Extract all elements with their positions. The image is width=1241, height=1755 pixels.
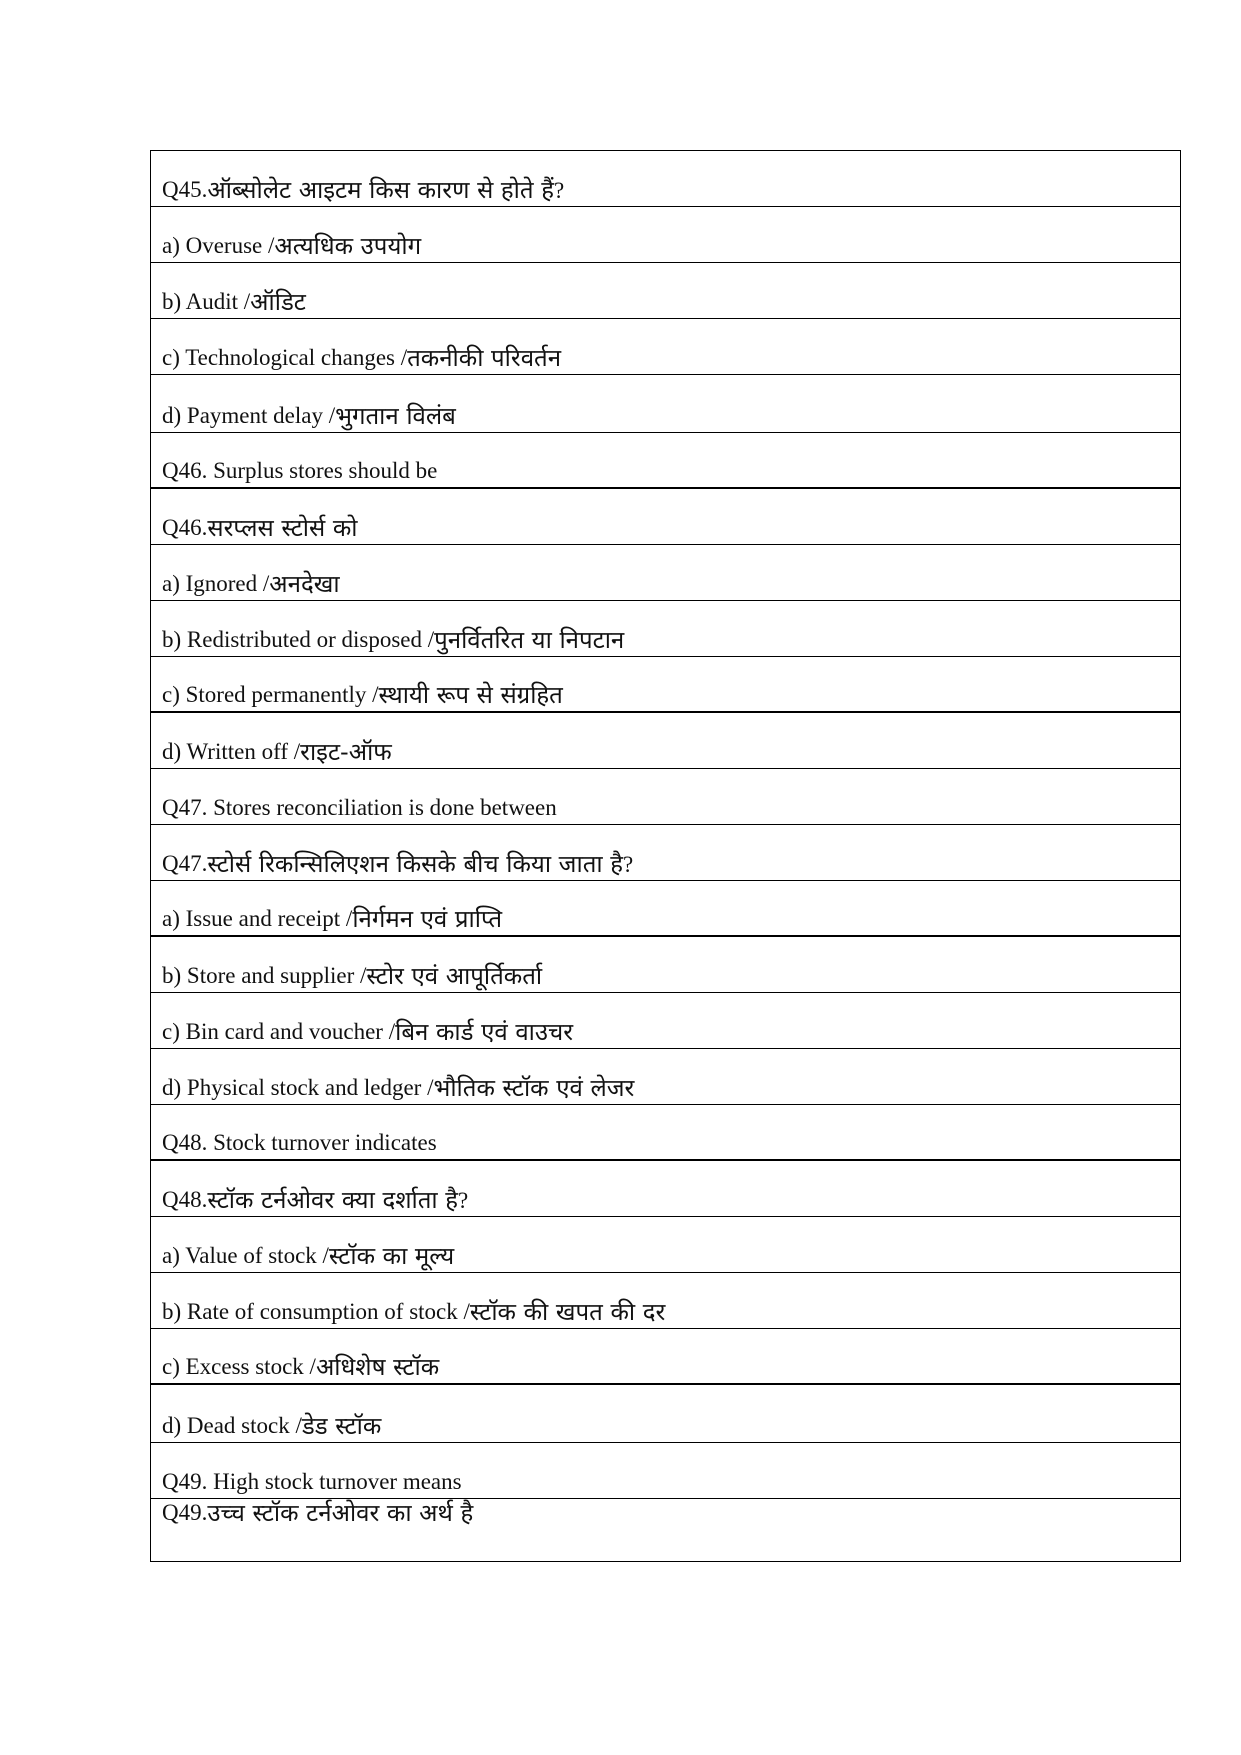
row-hindi-text: स्टॉक की खपत की दर <box>469 1298 666 1326</box>
question-table <box>150 150 1181 1562</box>
row-prefix: a) Ignored / <box>162 571 270 596</box>
option-row-q48-a <box>151 1217 1180 1273</box>
row-prefix: c) Bin card and voucher / <box>162 1019 396 1044</box>
row-prefix: a) Value of stock / <box>162 1243 329 1268</box>
row-hindi-text: डेड स्टॉक <box>301 1412 382 1440</box>
row-hindi-text: बिन कार्ड एवं वाउचर <box>395 1018 574 1046</box>
row-hindi-text: स्टॉक टर्नओवर क्या दर्शाता है <box>207 1186 458 1214</box>
question-row-q46-english <box>151 433 1180 489</box>
row-prefix: b) Audit / <box>162 289 251 314</box>
row-hindi-text: स्थायी रूप से संग्रहित <box>378 681 563 709</box>
row-hindi-text: ऑडिट <box>250 288 306 316</box>
row-prefix: d) Physical stock and ledger / <box>162 1075 434 1100</box>
row-suffix: ? <box>553 178 565 203</box>
row-prefix: Q48. <box>162 1187 208 1212</box>
question-row-q49-hindi <box>151 1499 1180 1561</box>
option-row-q46-b <box>151 601 1180 657</box>
option-row-q48-d <box>151 1385 1180 1443</box>
row-hindi-text: पुनर्वितरित या निपटान <box>434 626 625 654</box>
option-row-q45-a <box>151 207 1180 263</box>
row-prefix: d) Payment delay / <box>162 403 336 428</box>
row-prefix: d) Dead stock / <box>162 1413 302 1438</box>
row-prefix: a) Issue and receipt / <box>162 906 353 931</box>
row-prefix: d) Written off / <box>162 739 301 764</box>
row-hindi-text: स्टॉक का मूल्य <box>328 1242 455 1270</box>
row-prefix: c) Excess stock / <box>162 1354 316 1379</box>
row-hindi-text: ऑब्सोलेट आइटम किस कारण से होते हैं <box>207 176 554 204</box>
option-row-q45-d <box>151 375 1180 433</box>
option-row-q46-d <box>151 713 1180 769</box>
question-row-q46-hindi <box>151 489 1180 545</box>
row-prefix: a) Overuse / <box>162 233 275 258</box>
row-hindi-text: स्टोर एवं आपूर्तिकर्ता <box>366 962 543 990</box>
row-hindi-text: अत्यधिक उपयोग <box>274 232 422 260</box>
row-suffix: ? <box>622 852 634 877</box>
row-hindi-text: सरप्लस स्टोर्स को <box>207 514 358 542</box>
row-prefix: Q47. <box>162 851 208 876</box>
question-row-q48-english <box>151 1105 1180 1161</box>
option-row-q47-c <box>151 993 1180 1049</box>
question-row-q49-english <box>151 1443 1180 1499</box>
option-row-q48-c <box>151 1329 1180 1385</box>
row-prefix: Q48. Stock turnover indicates <box>162 1130 437 1155</box>
row-prefix: Q45. <box>162 177 208 202</box>
row-prefix: Q49. High stock turnover means <box>162 1469 462 1494</box>
option-row-q47-d <box>151 1049 1180 1105</box>
row-hindi-text: अनदेखा <box>269 570 340 598</box>
question-row-q45-hindi <box>151 151 1180 207</box>
row-prefix: b) Redistributed or disposed / <box>162 627 435 652</box>
option-row-q45-c <box>151 319 1180 375</box>
row-hindi-text: स्टोर्स रिकन्सिलिएशन किसके बीच किया जाता है <box>207 850 623 878</box>
option-row-q46-c <box>151 657 1180 713</box>
question-row-q48-hindi <box>151 1161 1180 1217</box>
row-hindi-text: उच्च स्टॉक टर्नओवर का अर्थ है <box>207 1499 474 1527</box>
row-hindi-text: भुगतान विलंब <box>335 402 456 430</box>
row-hindi-text: तकनीकी परिवर्तन <box>407 344 562 372</box>
row-hindi-text: निर्गमन एवं प्राप्ति <box>352 905 503 933</box>
row-prefix: Q49. <box>162 1500 208 1525</box>
option-row-q45-b <box>151 263 1180 319</box>
row-hindi-text: अधिशेष स्टॉक <box>315 1353 440 1381</box>
row-prefix: Q46. Surplus stores should be <box>162 458 438 483</box>
row-prefix: b) Store and supplier / <box>162 963 367 988</box>
row-hindi-text: भौतिक स्टॉक एवं लेजर <box>433 1074 635 1102</box>
row-suffix: ? <box>458 1188 469 1213</box>
row-hindi-text: राइट-ऑफ <box>300 738 392 766</box>
option-row-q46-a <box>151 545 1180 601</box>
option-row-q47-b <box>151 937 1180 993</box>
row-prefix: b) Rate of consumption of stock / <box>162 1299 470 1324</box>
row-prefix: Q47. Stores reconciliation is done between <box>162 795 557 820</box>
row-prefix: c) Stored permanently / <box>162 682 379 707</box>
option-row-q48-b <box>151 1273 1180 1329</box>
option-row-q47-a <box>151 881 1180 937</box>
question-row-q47-english <box>151 769 1180 825</box>
row-prefix: Q46. <box>162 515 208 540</box>
row-prefix: c) Technological changes / <box>162 345 408 370</box>
question-row-q47-hindi <box>151 825 1180 881</box>
